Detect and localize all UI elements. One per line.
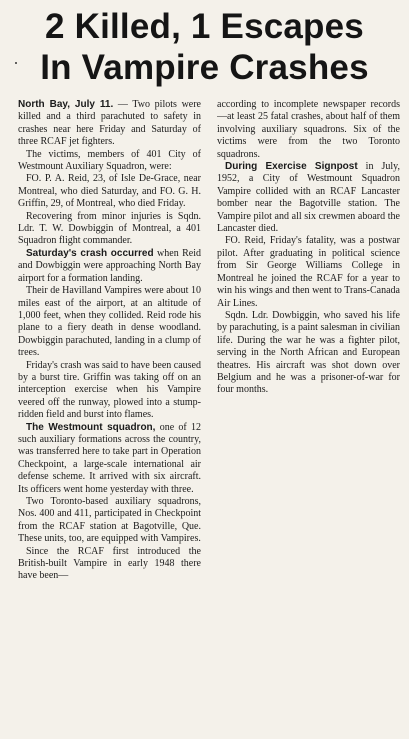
article-paragraph xyxy=(18,173,201,210)
paragraph-lead: During Exercise Signpost xyxy=(225,161,358,173)
paragraph-text: FO. Reid, Friday's fatality, was a postwar pilot. After graduating in political science from Sir George Williams College in Montreal he joined the RCAF for a year to win his wings and then went to Trans-Canada Air Lines. xyxy=(217,235,400,309)
paragraph-text: when Reid and Dowbiggin were approaching North Bay airport for a formation landing. xyxy=(18,247,201,284)
article-paragraph xyxy=(18,248,201,285)
article-paragraph xyxy=(18,99,201,149)
right-column xyxy=(217,99,400,735)
headline-line-1: 2 Killed, 1 Escapes xyxy=(45,7,364,46)
article-paragraph xyxy=(18,496,201,546)
paragraph-text: one of 12 such auxiliary formations across the country, was transferred here to take part in Operation Checkpoint, a large-scale international air defense scheme. It arrived with six aircraft. Its officers went home yesterday with three. xyxy=(18,421,201,495)
paragraph-text: according to incomplete newspaper records—at least 25 fatal crashes, about half of them involving auxiliary squadrons. Six of the victims were from the two Toronto squadrons. xyxy=(217,99,400,160)
paragraph-lead: The Westmount squadron, xyxy=(26,421,156,433)
paragraph-text: Recovering from minor injuries is Sqdn. Ldr. T. W. Dowbiggin of Montreal, a 401 Squadron flight commander. xyxy=(18,210,201,247)
left-column xyxy=(18,99,201,735)
article-paragraph xyxy=(18,546,201,583)
paragraph-text: Their de Havilland Vampires were about 10 miles east of the airport, at an altitude of 1,000 feet, when they collided. Reid rode his plane to a fiery death in dense woodland. Dowbiggin parachuted, landing in a clump of trees. xyxy=(18,285,201,359)
paragraph-text: Sqdn. Ldr. Dowbiggin, who saved his life by parachuting, is a paint salesman in civilian life. During the war he was a fighter pilot, serving in the North African and European theatres. His aircraft was shot down over Belgium and he was a prisoner-of-war for four months. xyxy=(217,309,400,396)
headline xyxy=(0,0,409,88)
article-body xyxy=(18,99,400,735)
paragraph-lead: Saturday's crash occurred xyxy=(26,247,154,259)
paragraph-text: Since the RCAF first introduced the British-built Vampire in early 1948 there have been— xyxy=(18,545,201,582)
paragraph-text: — Two pilots were killed and a third parachuted to safety in crashes near here Friday and Saturday of three RCAF jet fighters. xyxy=(18,99,201,148)
article-paragraph xyxy=(217,310,400,397)
paragraph-text: Friday's crash was said to have been caused by a burst tire. Griffin was taking off on an interception exercise when his Vampire veered off the runway, plowed into a stump-ridden field and burst into flames. xyxy=(18,359,201,421)
paragraph-text: FO. P. A. Reid, 23, of Isle De-Grace, near Montreal, who died Saturday, and FO. G. H. Griffin, 29, of Montreal, who died Friday. xyxy=(18,173,201,210)
paragraph-text: in July, 1952, a City of Westmount Squadron Vampire collided with an RCAF Lancaster bomber near the Bagotville station. The Vampire pilot and all six crewmen aboard the Lancaster died. xyxy=(217,161,400,235)
article-paragraph xyxy=(18,211,201,248)
headline-line-2: In Vampire Crashes xyxy=(40,48,369,87)
paragraph-text: Two Toronto-based auxiliary squadrons, Nos. 400 and 411, participated in Checkpoint from the RCAF station at Bagotville, Que. These units, too, are equipped with Vampires. xyxy=(18,496,201,545)
article-paragraph xyxy=(18,360,201,422)
article-paragraph xyxy=(18,422,201,496)
paragraph-lead: North Bay, July 11. xyxy=(18,99,114,110)
article-paragraph xyxy=(217,235,400,309)
article-paragraph xyxy=(18,285,201,359)
article-paragraph xyxy=(18,149,201,174)
article-paragraph xyxy=(217,99,400,161)
paragraph-text: The victims, members of 401 City of Westmount Auxiliary Squadron, were: xyxy=(18,148,201,173)
article-paragraph xyxy=(217,161,400,235)
